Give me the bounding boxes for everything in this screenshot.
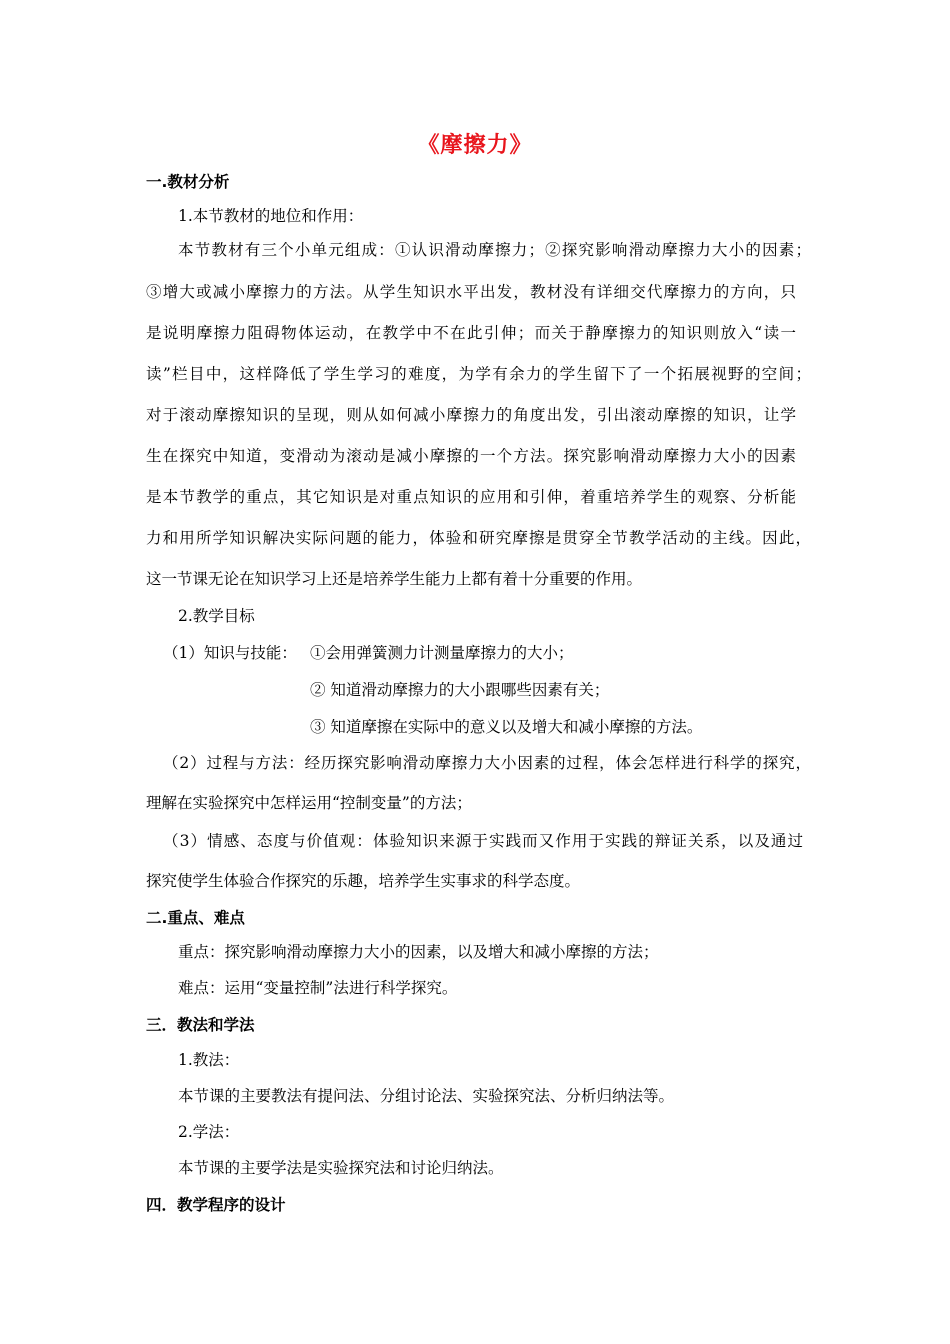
teaching-method-text: 本节课的主要教法有提问法、分组讨论法、实验探究法、分析归纳法等。	[178, 1087, 675, 1105]
goal-attitude-line: 探究使学生体验合作探究的乐趣，培养学生实事求的科学态度。	[146, 872, 581, 890]
key-point: 重点：探究影响滑动摩擦力大小的因素，以及增大和减小摩擦的方法；	[178, 943, 659, 961]
section-heading-4: 四．教学程序的设计	[146, 1196, 286, 1214]
paragraph-line: 力和用所学知识解决实际问题的能力，体验和研究摩擦是贯穿全节教学活动的主线。因此，	[146, 529, 811, 547]
paragraph-line: 是本节教学的重点，其它知识是对重点知识的应用和引伸，着重培养学生的观察、分析能	[146, 488, 796, 506]
subheading-role: 1.本节教材的地位和作用：	[178, 207, 364, 225]
subheading-teaching-method: 1.教法：	[178, 1051, 240, 1069]
goal-process-line: （2）过程与方法：经历探究影响滑动摩擦力大小因素的过程，体会怎样进行科学的探究，	[163, 754, 811, 772]
section-heading-2: 二.重点、难点	[146, 909, 245, 927]
subheading-goals: 2.教学目标	[178, 607, 255, 625]
paragraph-line: 本节教材有三个小单元组成：①认识滑动摩擦力；②探究影响滑动摩擦力大小的因素；	[178, 241, 811, 259]
section-heading-1: 一.教材分析	[146, 173, 230, 191]
paragraph-line: 这一节课无论在知识学习上还是培养学生能力上都有着十分重要的作用。	[146, 570, 643, 588]
paragraph-line: 生在探究中知道，变滑动为滚动是减小摩擦的一个方法。探究影响滑动摩擦力大小的因素	[146, 447, 796, 465]
goal-item: ③ 知道摩擦在实际中的意义以及增大和减小摩擦的方法。	[310, 718, 703, 736]
difficult-point: 难点：运用“变量控制”法进行科学探究。	[178, 979, 458, 997]
goal-label-knowledge: （1）知识与技能：	[163, 644, 297, 662]
section-heading-3: 三．教法和学法	[146, 1016, 255, 1034]
goal-process-line: 理解在实验探究中怎样运用“控制变量”的方法；	[146, 794, 472, 812]
learning-method-text: 本节课的主要学法是实验探究法和讨论归纳法。	[178, 1159, 504, 1177]
goal-attitude-line: （3）情感、态度与价值观：体验知识来源于实践而又作用于实践的辩证关系，以及通过	[163, 832, 803, 850]
paragraph-line: ③增大或减小摩擦力的方法。从学生知识水平出发，教材没有详细交代摩擦力的方向，只	[146, 283, 796, 301]
paragraph-line: 读”栏目中，这样降低了学生学习的难度，为学有余力的学生留下了一个拓展视野的空间；	[146, 365, 811, 383]
paragraph-line: 对于滚动摩擦知识的呈现，则从如何减小摩擦力的角度出发，引出滚动摩擦的知识，让学	[146, 406, 796, 424]
goal-item: ①会用弹簧测力计测量摩擦力的大小；	[310, 644, 574, 662]
subheading-learning-method: 2.学法：	[178, 1123, 240, 1141]
document-title: 《摩擦力》	[417, 132, 533, 158]
paragraph-line: 是说明摩擦力阻碍物体运动，在教学中不在此引伸；而关于静摩擦力的知识则放入“读一	[146, 324, 796, 342]
goal-item: ② 知道滑动摩擦力的大小跟哪些因素有关；	[310, 681, 610, 699]
